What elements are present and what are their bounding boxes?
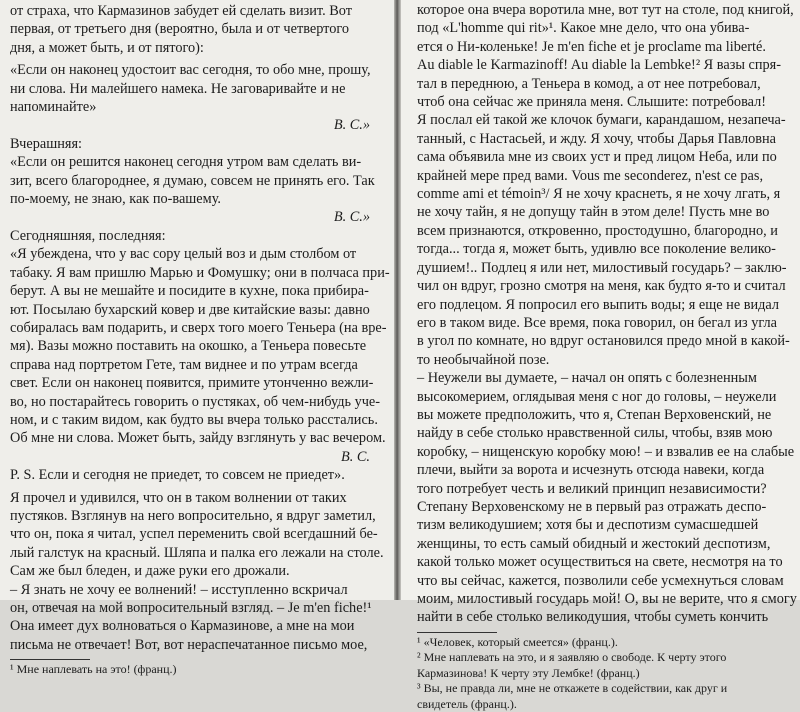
text-line: которое она вчера воротила мне, вот тут на столе, под книгой,	[417, 2, 794, 18]
right-page-body	[417, 1, 797, 627]
signature-line: В. С.»	[333, 209, 370, 226]
text-line: Я прочел и удивился, что он в таком волнении от таких	[10, 489, 347, 506]
text-line: Вчерашняя:	[10, 135, 82, 152]
signature-line: В. С.»	[333, 117, 370, 134]
text-line: тогда... тогда я, может быть, удивлю все поколение велико-	[417, 241, 776, 258]
footnote-line: ² Мне наплевать на это, и я заявляю о свободе. К черту этого	[417, 650, 727, 665]
signature-line: В. С.	[341, 448, 370, 465]
text-line: Об мне ни слова. Может быть, зайду взглянуть у вас вечером.	[10, 430, 386, 447]
text-line: танный, с Настасьей, и жду. Я хочу, чтобы Дарья Павловна	[417, 130, 777, 147]
text-line: напоминайте»	[10, 99, 97, 116]
text-line: крайней мере пред вами. Vous me seconderez, n'est ce pas,	[417, 167, 764, 184]
text-line: высокомерием, оглядывая меня с ног до головы, – неужели	[417, 388, 777, 405]
footnote-rule	[417, 632, 497, 633]
right-page	[401, 0, 800, 711]
text-line: найти в себе столько великодушия, чтобы суметь кончить	[417, 609, 769, 626]
text-line: берут. А вы не мешайте и посидите в кухне, пока прибира-	[10, 283, 369, 300]
text-line: письма не отвечает! Вот, вот нераспечатанное письмо мое,	[10, 636, 368, 653]
text-line: тал в переднюю, а Теньера в комод, а от нее потребовал,	[417, 75, 761, 92]
text-line: зит, всего благороднее, я думаю, совсем не принять его. Так	[10, 172, 375, 189]
text-line: моим, милостивый государь мой! О, вы не верите, что я смогу	[417, 591, 797, 607]
text-line: по-моему, не знаю, как по-вашему.	[10, 191, 221, 208]
text-line: плечи, выйти за ворота и исчезнуть отсюда навеки, когда	[417, 462, 765, 479]
left-page-footnotes	[10, 662, 374, 678]
text-line: – Я знать не хочу ее волнений! – исступленно вскричал	[10, 581, 348, 598]
text-line: comme ami et témoin³/ Я не хочу краснеть, я не хочу лгать, я	[417, 186, 781, 203]
text-line: пустяков. Взглянув на него вопросительно, я вдруг заметил,	[10, 507, 376, 524]
text-line: справа над портретом Гете, там виднее и по утрам всегда	[10, 356, 358, 373]
text-line: его подлецом. Я попросил его выпить воды; я еще не видал	[417, 296, 780, 313]
text-line: что он, пока я читал, успел переменить свой всегдашний бе-	[10, 526, 378, 543]
text-line: то необычайной позе.	[417, 351, 550, 368]
text-line: «Я убеждена, что у вас сору целый воз и дым столбом от	[10, 246, 357, 263]
text-line: «Если он наконец удостоит вас сегодня, то обо мне, прошу,	[10, 62, 371, 79]
text-line: он, отвечая на мой вопросительный взгляд. – Je m'en fiche!¹	[10, 600, 372, 616]
text-line: душием!.. Подлец я или нет, милостивый государь? – заклю-	[417, 259, 787, 276]
text-line: женщины, то есть самый обидный и жестокий деспотизм,	[417, 535, 771, 552]
text-line: ют. Посылаю бухарский ковер и две китайские вазы: давно	[10, 301, 370, 318]
text-line: Au diable le Karmazinoff! Au diable la Lembke!² Я вазы спря-	[417, 57, 782, 74]
text-line: чтоб она сейчас же приняла меня. Слышите: потребовал!	[417, 94, 767, 111]
text-line: сама объявила мне из своих уст и пред лицом Неба, или по	[417, 149, 777, 166]
footnote-line: Кармазинова! К черту эту Лембке! (франц.)	[417, 665, 640, 680]
text-line: мя). Вазы можно поставить на окошко, а Теньера повесьте	[10, 338, 367, 355]
text-line: его в таком виде. Все время, пока говорил, он бегал из угла	[417, 314, 778, 331]
book-gutter	[394, 0, 401, 600]
text-line: под «L'homme qui rit»¹. Какое мне дело, что она убива-	[417, 20, 750, 37]
text-line: вы можете предположить, что я, Степан Верховенский, не	[417, 406, 772, 423]
text-line: всем признаются, откровенно, простодушно, благородно, и	[417, 222, 778, 239]
text-line: лый галстук на красный. Шляпа и палка его лежали на столе.	[10, 544, 384, 561]
text-line: ется о Ни-коленьке! Je m'en fiche et je proclame ma liberté.	[417, 38, 766, 55]
footnote-rule	[10, 659, 90, 660]
text-line: во, но постарайтесь говорить о пустяках, об чем-нибудь уче-	[10, 393, 381, 410]
left-page-body	[10, 2, 390, 654]
text-line: не хочу тайн, я не допущу тайн в этом деле! Пусть мне во	[417, 204, 770, 221]
text-line: ном, и с таким видом, как будто вы вчера только расстались.	[10, 411, 378, 428]
right-page-footnotes	[417, 635, 784, 712]
text-line: какой только может осуществиться на свете, несмотря на то	[417, 554, 783, 571]
text-line: Сегодняшняя, последняя:	[10, 227, 166, 244]
text-line: свет. Если он наконец появится, примите утонченно вежли-	[10, 375, 374, 392]
footnote-line: ³ Вы, не правда ли, мне не откажете в содействии, как друг и	[417, 681, 728, 696]
text-line: что вы сейчас, кажется, позволили себе усмехнуться словам	[417, 572, 784, 589]
text-line: Степану Верховенскому не в первый раз отражать деспо-	[417, 498, 767, 515]
text-line: чил он вдруг, грозно смотря на меня, как будто я-то и считал	[417, 278, 786, 295]
footnote-line: ¹ Мне наплевать на это! (франц.)	[10, 662, 177, 677]
text-line: Я послал ей такой же клочок бумаги, карандашом, незапеча-	[417, 112, 786, 129]
text-line: в угол по комнате, но вдруг остановился предо мной в какой-	[417, 333, 790, 350]
text-line: того потребует честь и великий принцип независимости?	[417, 480, 767, 497]
text-line: тизм великодушием; хотя бы и деспотизм сумасшедшей	[417, 517, 759, 534]
text-line: ни слова. Ни малейшего намека. Не заговаривайте и не	[10, 80, 346, 97]
text-line: от страха, что Кармазинов забудет ей сделать визит. Вот	[10, 3, 352, 19]
text-line: «Если он решится наконец сегодня утром вам сделать ви-	[10, 154, 362, 171]
text-line: Она имеет дух волноваться о Кармазинове, а мне на мои	[10, 618, 355, 635]
text-line: табаку. Я вам пришлю Марью и Фомушку; они в полчаса при-	[10, 264, 390, 281]
text-line: коробку, – нищенскую коробку мою! – и взвалив ее на слабые	[417, 443, 795, 460]
text-line: Сам же был бледен, и даже руки его дрожали.	[10, 563, 290, 580]
text-line: найду в себе столько нравственной силы, чтобы, взяв мою	[417, 425, 773, 442]
footnote-line: свидетель (франц.).	[417, 696, 517, 711]
text-line: собиралась вам подарить, и сверх того моего Теньера (на вре-	[10, 319, 387, 336]
left-page	[0, 0, 394, 677]
text-line: P. S. Если и сегодня не приедет, то совсем не приедет».	[10, 467, 345, 484]
text-line: дня, а может быть, и от пятого):	[10, 39, 204, 56]
text-line: первая, от третьего дня (вероятно, была и от четвертого	[10, 21, 350, 38]
footnote-line: ¹ «Человек, который смеется» (франц.).	[417, 634, 618, 649]
text-line: – Неужели вы думаете, – начал он опять с болезненным	[417, 370, 757, 387]
